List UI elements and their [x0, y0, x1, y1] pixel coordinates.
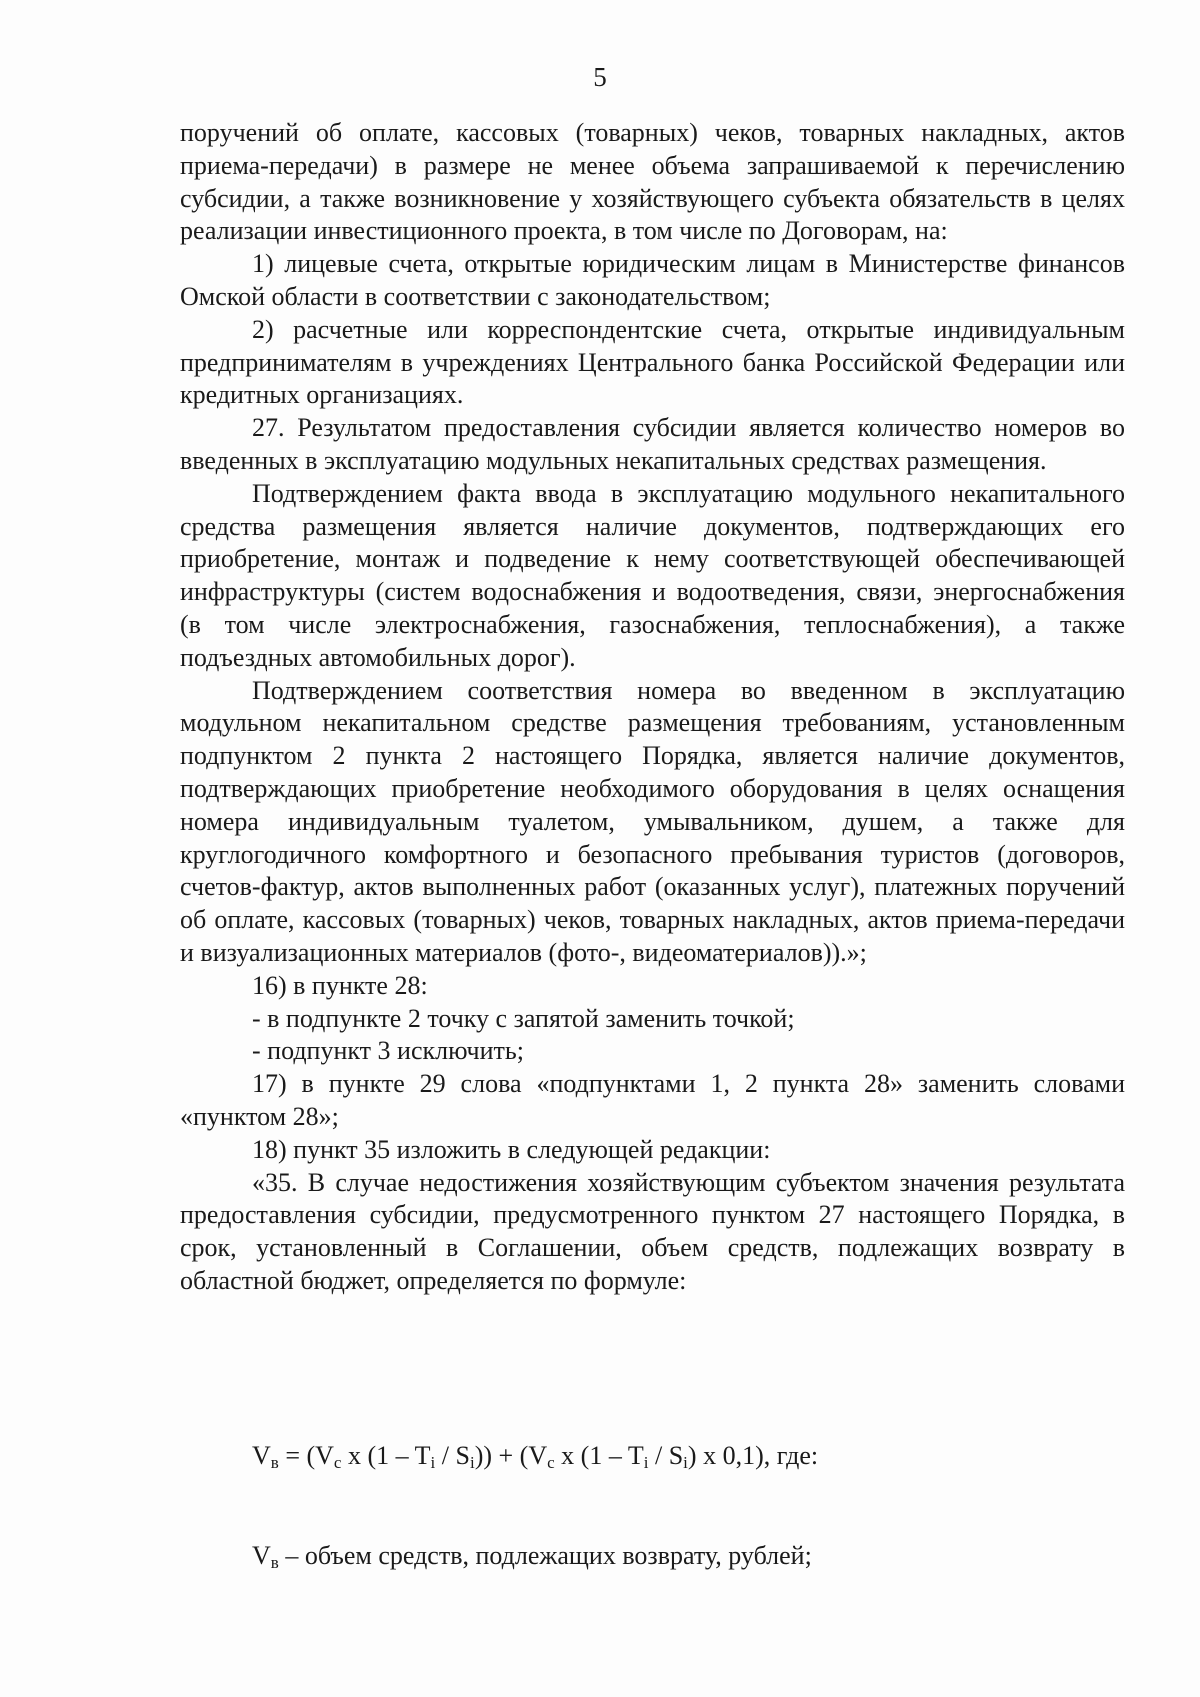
paragraph-point-35: «35. В случае недостижения хозяйствующим субъектом значения результата предоставления субсидии, предусмотренного пунктом 27 настоящего Порядка, в срок, установленный в Соглашении, объем средств, подлежащих возврату в областной бюджет, определяется по формуле: [180, 1167, 1125, 1295]
formula-definition-vv: $V_в$ – объем средств, подлежащих возврату, рублей; [252, 1541, 812, 1572]
paragraph-dash-1: - в подпункте 2 точку с запятой заменить точкой; [252, 1003, 795, 1033]
paragraph-item-16: 16) в пункте 28: [252, 970, 428, 1000]
paragraph-continuation: поручений об оплате, кассовых (товарных) чеков, товарных накладных, актов приема-передачи) в размере не менее объема запрашиваемой к перечислению субсидии, а также возникновение у хозяйствующего субъекта обязательств в целях реализации инвестиционного проекта, в том числе по Договорам, на: [180, 118, 1125, 246]
paragraph-point-27: 27. Результатом предоставления субсидии является количество номеров во введенных в эксплуатацию модульных некапитальных средствах размещения. [180, 413, 1125, 475]
paragraph-item-1: 1) лицевые счета, открытые юридическим лицам в Министерстве финансов Омской области в соответствии с законодательством; [180, 249, 1125, 311]
page-number: 5 [593, 62, 607, 92]
paragraph-dash-2: - подпункт 3 исключить; [252, 1036, 524, 1066]
paragraph-confirmation-room: Подтверждением соответствия номера во введенном в эксплуатацию модульном некапитальном средстве размещения требованиям, установленным подпунктом 2 пункта 2 настоящего Порядка, является наличие документов, подтверждающих приобретение необходимого оборудования в целях оснащения номера индивидуальным туалетом, умывальником, душем, а также для круглогодичного комфортного и безопасного пребывания туристов (договоров, счетов-фактур, актов выполненных работ (оказанных услуг), платежных поручений об оплате, кассовых (товарных) чеков, товарных накладных, актов приема-передачи и визуализационных материалов (фото-, видеоматериалов)).»; [180, 675, 1125, 967]
document-body [180, 117, 1125, 1298]
paragraph-item-18: 18) пункт 35 изложить в следующей редакции: [252, 1134, 771, 1164]
formula-refund-volume: $V_в = (V_c$ x $(1 - T_i / S_i)) + (V_c$ x $(1 - T_i / S_i)$ x 0,1), где: [252, 1441, 819, 1472]
paragraph-item-2: 2) расчетные или корреспондентские счета, открытые индивидуальным предпринимателям в учреждениях Центрального банка Российской Федерации или кредитных организациях. [180, 314, 1125, 410]
paragraph-item-17: 17) в пункте 29 слова «подпунктами 1, 2 пункта 28» заменить словами «пунктом 28»; [180, 1069, 1125, 1131]
paragraph-confirmation-input: Подтверждением факта ввода в эксплуатацию модульного некапитального средства размещения является наличие документов, подтверждающих его приобретение, монтаж и подведение к нему соответствующей обеспечивающей инфраструктуры (систем водоснабжения и водоотведения, связи, энергоснабжения (в том числе электроснабжения, газоснабжения, теплоснабжения), а также подъездных автомобильных дорог). [180, 478, 1125, 672]
